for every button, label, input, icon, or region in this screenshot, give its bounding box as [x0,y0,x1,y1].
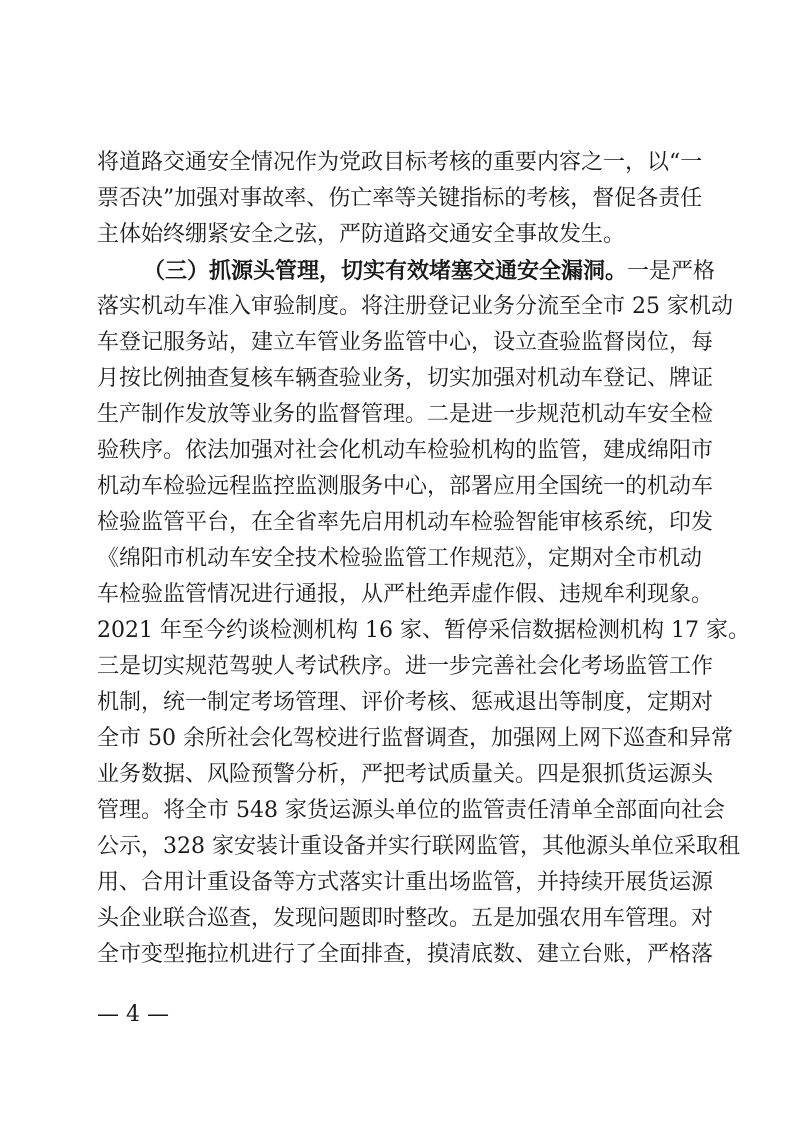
paragraph-line: 车检验监管情况进行通报，从严杜绝弄虚作假、违规牟利现象。 [97,582,714,607]
paragraph-line: 全市变型拖拉机进行了全面排查，摸清底数、建立台账，严格落 [97,942,714,967]
paragraph-line: 落实机动车准入审验制度。将注册登记业务分流至全市 25 家机动 [97,294,733,319]
paragraph-line: 用、合用计重设备等方式落实计重出场监管，并持续开展货运源 [97,870,714,895]
section-heading: （三）抓源头管理，切实有效堵塞交通安全漏洞。 [143,258,628,284]
paragraph-line: 车登记服务站，建立车管业务监管中心，设立查验监督岗位，每 [97,330,714,355]
paragraph-line: 三是切实规范驾驶人考试秩序。进一步完善社会化考场监管工作 [97,654,714,679]
paragraph-line: 2021 年至今约谈检测机构 16 家、暂停采信数据检测机构 17 家。 [97,618,750,643]
paragraph-line: 生产制作发放等业务的监督管理。二是进一步规范机动车安全检 [97,402,714,427]
paragraph-line: 验秩序。依法加强对社会化机动车检验机构的监管，建成绵阳市 [97,438,714,463]
paragraph-line: 业务数据、风险预警分析，严把考试质量关。四是狠抓货运源头 [97,762,714,787]
paragraph-text: 一是严格 [627,259,716,284]
paragraph-line: 票否决”加强对事故率、伤亡率等关键指标的考核，督促各责任 [97,186,703,211]
paragraph-line: 月按比例抽查复核车辆查验业务，切实加强对机动车登记、牌证 [97,366,714,391]
paragraph-line: 将道路交通安全情况作为党政目标考核的重要内容之一，以“一 [97,150,703,175]
paragraph-line: 管理。将全市 548 家货运源头单位的监管责任清单全部面向社会 [97,798,725,823]
paragraph-line: 全市 50 余所社会化驾校进行监督调查，加强网上网下巡查和异常 [97,726,733,751]
paragraph-line: 公示，328 家安装计重设备并实行联网监管，其他源头单位采取租 [97,834,740,859]
paragraph-line: 检验监管平台，在全省率先启用机动车检验智能审核系统，印发 [97,510,714,535]
paragraph-line: 头企业联合巡查，发现问题即时整改。五是加强农用车管理。对 [97,906,714,931]
paragraph-line: 主体始终绷紧安全之弦，严防道路交通安全事故发生。 [97,222,626,247]
paragraph-line: 机制，统一制定考场管理、评价考核、惩戒退出等制度，定期对 [97,690,714,715]
section-heading-line [143,258,716,284]
page-number: — 4 — [97,1002,169,1027]
paragraph-line: 机动车检验远程监控监测服务中心，部署应用全国统一的机动车 [97,474,714,499]
paragraph-line: 《绵阳市机动车安全技术检验监管工作规范》，定期对全市机动 [97,546,703,571]
